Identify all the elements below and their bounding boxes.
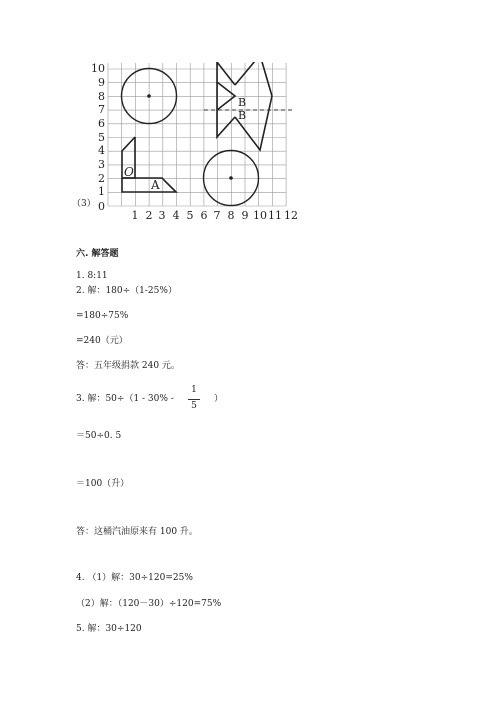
fraction-numerator: 1 [191, 385, 197, 395]
section-title: 六. 解答题 [76, 249, 119, 259]
y-tick-3: 3 [98, 158, 105, 171]
geometry-figure [60, 62, 320, 226]
answer-4-part-2: （2）解：（120－30）÷120=75% [76, 599, 222, 609]
x-tick-4: 4 [172, 209, 180, 222]
shape-arrow-inner [217, 82, 235, 110]
answer-3-conclusion: 答：这桶汽油原来有 100 升。 [76, 527, 198, 537]
answer-4-part-1: 4. （1）解：30÷120=25% [76, 573, 193, 583]
y-tick-8: 8 [98, 90, 105, 103]
grid-figure-svg [60, 62, 320, 222]
y-axis-ticks [91, 62, 105, 213]
x-tick-12: 12 [284, 209, 298, 222]
circle-bottom-right-center-dot [229, 176, 233, 180]
grid-lines [108, 63, 286, 206]
label-B-lower: B [238, 109, 247, 122]
shape-arrow-upper-right [235, 62, 272, 96]
x-tick-3: 3 [158, 209, 166, 222]
answer-3-line-3: ＝100（升） [76, 479, 130, 489]
x-tick-6: 6 [200, 209, 208, 222]
x-tick-10: 10 [253, 209, 267, 222]
fraction-bar [188, 399, 200, 400]
y-tick-10: 10 [91, 62, 105, 75]
answer-3-line-1: 3. 解：50÷（1 - 30% - [76, 394, 174, 404]
answer-5: 5. 解：30÷120 [76, 624, 142, 634]
answer-2-line-2: =180÷75% [76, 311, 129, 321]
y-tick-4: 4 [98, 144, 105, 157]
y-tick-0: 0 [98, 200, 105, 213]
fraction-denominator: 5 [191, 401, 197, 411]
y-tick-2: 2 [98, 172, 105, 185]
x-tick-1: 1 [131, 209, 139, 222]
x-tick-5: 5 [186, 209, 194, 222]
answer-3-close-paren: ） [214, 394, 224, 404]
shape-arrow-upper [217, 62, 235, 85]
answer-2-conclusion: 答：五年级捐款 240 元。 [76, 361, 180, 371]
answer-2-line-1: 2. 解：180÷（1-25%） [76, 286, 177, 296]
y-tick-7: 7 [98, 103, 105, 116]
label-A: A [151, 178, 160, 192]
y-tick-1: 1 [98, 185, 105, 198]
label-O: O [124, 165, 134, 179]
x-tick-8: 8 [227, 209, 235, 222]
answer-3-line-2: ＝50÷0. 5 [76, 431, 122, 441]
answer-2-line-3: =240（元） [76, 336, 128, 346]
y-tick-6: 6 [98, 117, 105, 130]
x-tick-11: 11 [268, 209, 282, 222]
x-tick-2: 2 [145, 209, 153, 222]
y-tick-9: 9 [98, 76, 105, 89]
y-tick-5: 5 [98, 131, 105, 144]
answer-1: 1. 8:11 [76, 271, 108, 281]
x-tick-9: 9 [241, 209, 249, 222]
figure-label: （3） [72, 199, 96, 209]
x-axis-ticks [132, 209, 299, 222]
x-tick-7: 7 [213, 209, 221, 222]
label-B-upper: B [238, 96, 247, 109]
circle-top-left-center-dot [147, 94, 151, 98]
